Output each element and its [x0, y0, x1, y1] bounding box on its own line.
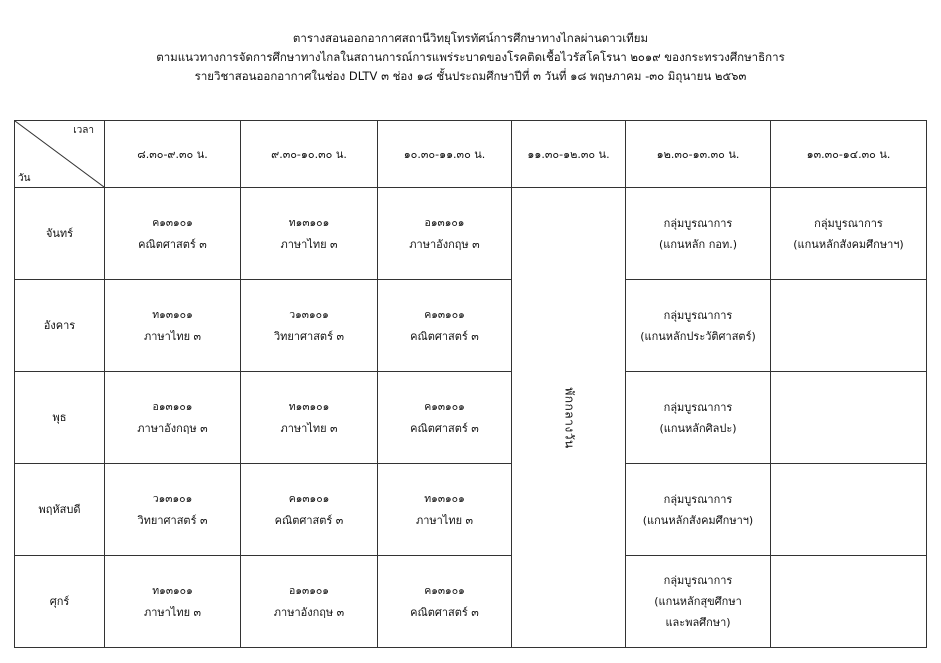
table-row [15, 464, 927, 556]
subject-code: ท๑๓๑๐๑ [288, 400, 330, 413]
subject-cell [241, 464, 378, 556]
title-line-3: รายวิชาสอนออกอากาศในช่อง DLTV ๓ ช่อง ๑๘ ชั้นประถมศึกษาปีที่ ๓ วันที่ ๑๘ พฤษภาคม -๓๐ มิถุนายน ๒๕๖๓ [194, 69, 747, 83]
subject-name: ภาษาไทย ๓ [280, 421, 338, 435]
day-cell: พุธ [15, 372, 105, 464]
integrated-line: (แกนหลักประวัติศาสตร์) [640, 329, 756, 343]
time-slot-header: ๑๓.๓๐-๑๔.๓๐ น. [771, 121, 927, 188]
integrated-line: (แกนหลักศิลปะ) [659, 421, 737, 435]
time-slot-header: ๙.๓๐-๑๐.๓๐ น. [241, 121, 378, 188]
subject-cell [378, 464, 512, 556]
subject-name: ภาษาอังกฤษ ๓ [409, 237, 480, 251]
subject-code: ท๑๓๑๐๑ [288, 216, 330, 229]
subject-cell [378, 556, 512, 648]
subject-cell [105, 280, 241, 372]
subject-name: ภาษาไทย ๓ [143, 605, 202, 619]
integrated-line: กลุ่มบูรณาการ [663, 492, 733, 506]
day-cell: ศุกร์ [15, 556, 105, 648]
integrated-cell [626, 280, 771, 372]
time-slot-header: ๑๐.๓๐-๑๑.๓๐ น. [378, 121, 512, 188]
corner-cell [15, 121, 105, 188]
subject-code: ค๑๓๑๐๑ [424, 400, 465, 413]
time-slot-header: ๘.๓๐-๙.๓๐ น. [105, 121, 241, 188]
schedule-table [14, 120, 927, 648]
subject-name: ภาษาอังกฤษ ๓ [273, 605, 345, 619]
integrated-line: กลุ่มบูรณาการ [814, 216, 883, 230]
integrated-line: กลุ่มบูรณาการ [663, 308, 733, 322]
subject-code: ค๑๓๑๐๑ [424, 584, 465, 597]
time-slot-header: ๑๒.๓๐-๑๓.๓๐ น. [626, 121, 771, 188]
subject-cell [241, 556, 378, 648]
subject-cell [241, 280, 378, 372]
subject-code: ท๑๓๑๐๑ [424, 492, 465, 505]
table-row [15, 280, 927, 372]
subject-name: วิทยาศาสตร์ ๓ [137, 513, 208, 527]
empty-cell [771, 280, 927, 372]
subject-cell [241, 188, 378, 280]
empty-cell [771, 556, 927, 648]
empty-cell [771, 372, 927, 464]
table-row [15, 556, 927, 648]
subject-cell [241, 372, 378, 464]
integrated-cell [626, 556, 771, 648]
integrated-line: กลุ่มบูรณาการ [663, 400, 733, 414]
integrated-line: (แกนหลักสังคมศึกษาฯ) [793, 237, 904, 251]
day-cell: จันทร์ [15, 188, 105, 280]
subject-name: วิทยาศาสตร์ ๓ [274, 329, 344, 343]
subject-name: ภาษาไทย ๓ [415, 513, 474, 527]
subject-code: ท๑๓๑๐๑ [152, 308, 193, 321]
subject-code: อ๑๓๑๐๑ [424, 216, 465, 229]
subject-cell [105, 188, 241, 280]
subject-name: คณิตศาสตร์ ๓ [274, 513, 344, 527]
corner-time-label: เวลา [73, 125, 94, 136]
lunch-break-cell [512, 188, 626, 648]
document-header [0, 29, 941, 86]
subject-cell [378, 280, 512, 372]
subject-name: คณิตศาสตร์ ๓ [138, 237, 207, 251]
integrated-line: (แกนหลัก กอท.) [658, 237, 737, 251]
integrated-line: กลุ่มบูรณาการ [663, 574, 733, 587]
subject-code: ท๑๓๑๐๑ [152, 584, 193, 597]
subject-name: คณิตศาสตร์ ๓ [410, 421, 479, 435]
integrated-cell [626, 372, 771, 464]
empty-cell [771, 464, 927, 556]
table-row [15, 372, 927, 464]
subject-code: ค๑๓๑๐๑ [152, 216, 193, 229]
title-line-2: ตามแนวทางการจัดการศึกษาทางไกลในสถานการณ์การแพร่ระบาดของโรคติดเชื้อไวรัสโคโรนา ๒๐๑๙ ของกระทรวงศึกษาธิการ [156, 50, 785, 64]
day-cell: อังคาร [15, 280, 105, 372]
integrated-line: (แกนหลักสังคมศึกษาฯ) [642, 513, 754, 527]
subject-code: ว๑๓๑๐๑ [289, 308, 329, 321]
subject-code: อ๑๓๑๐๑ [152, 400, 193, 413]
subject-name: คณิตศาสตร์ ๓ [410, 605, 479, 619]
subject-code: ค๑๓๑๐๑ [424, 308, 465, 321]
subject-cell [105, 464, 241, 556]
subject-name: ภาษาไทย ๓ [280, 237, 338, 251]
day-cell: พฤหัสบดี [15, 464, 105, 556]
subject-cell [105, 556, 241, 648]
subject-cell [378, 372, 512, 464]
integrated-cell [626, 464, 771, 556]
integrated-cell [771, 188, 927, 280]
integrated-line: กลุ่มบูรณาการ [663, 216, 733, 230]
integrated-cell [626, 188, 771, 280]
subject-cell [378, 188, 512, 280]
header-row [15, 121, 927, 188]
subject-cell [105, 372, 241, 464]
lunch-break-label: พักกลางวัน [562, 386, 576, 449]
subject-name: ภาษาไทย ๓ [143, 329, 202, 343]
corner-day-label: วัน [18, 173, 31, 184]
subject-code: ค๑๓๑๐๑ [288, 492, 330, 505]
time-slot-header: ๑๑.๓๐-๑๒.๓๐ น. [512, 121, 626, 188]
table-row [15, 188, 927, 280]
subject-name: ภาษาอังกฤษ ๓ [137, 421, 208, 435]
integrated-line: (แกนหลักสุขศึกษา [654, 595, 742, 608]
subject-code: ว๑๓๑๐๑ [152, 492, 193, 505]
integrated-line: และพลศึกษา) [665, 616, 731, 629]
subject-code: อ๑๓๑๐๑ [289, 584, 329, 597]
title-line-1: ตารางสอนออกอากาศสถานีวิทยุโทรทัศน์การศึกษาทางไกลผ่านดาวเทียม [292, 31, 649, 45]
subject-name: คณิตศาสตร์ ๓ [410, 329, 479, 343]
